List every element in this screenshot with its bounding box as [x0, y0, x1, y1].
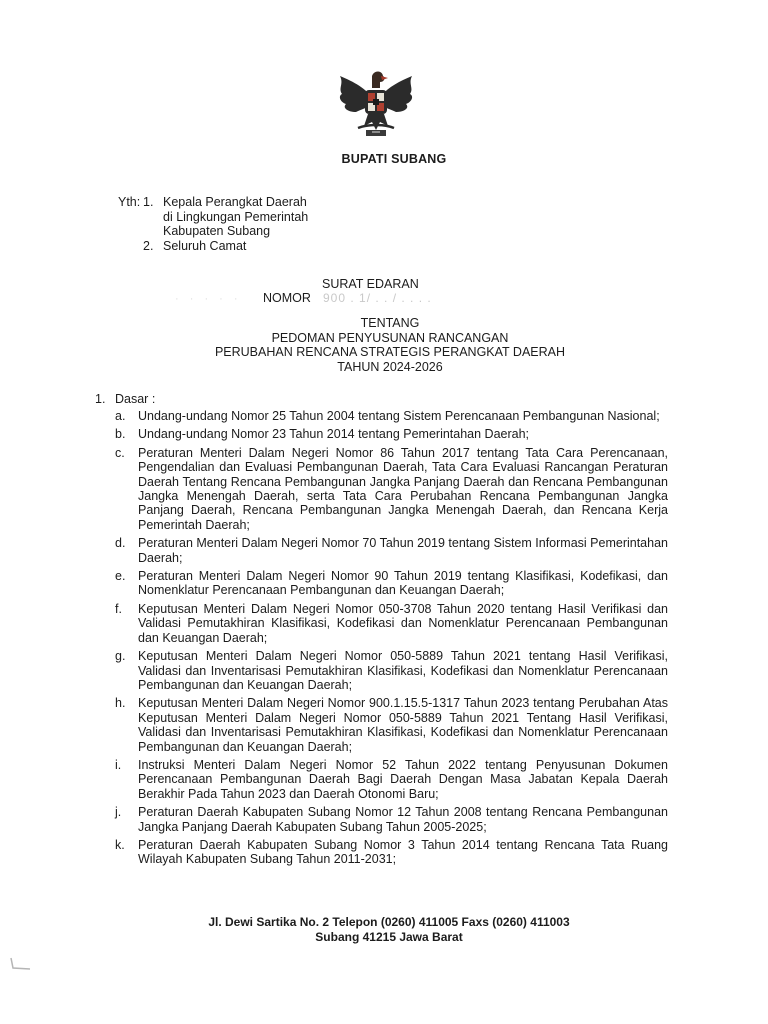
list-item-text: Peraturan Daerah Kabupaten Subang Nomor 3 Tahun 2014 tentang Rencana Tata Ruang Wilayah Kabupaten Subang Tahun 2011-2031; — [138, 837, 668, 867]
list-item-letter: i. — [115, 757, 122, 772]
footer-city: Subang 41215 Jawa Barat — [315, 930, 463, 944]
addressee-line: Kepala Perangkat Daerah — [163, 195, 307, 209]
list-item — [115, 649, 668, 692]
addressee-line: Kabupaten Subang — [163, 224, 271, 238]
section-number: 1. — [95, 392, 106, 406]
subject-line: TAHUN 2024-2026 — [337, 359, 443, 374]
list-item — [115, 838, 668, 867]
list-item-text: Undang-undang Nomor 23 Tahun 2014 tentang Pemerintahan Daerah; — [138, 427, 530, 442]
subject-tentang: TENTANG — [360, 316, 420, 330]
garuda-emblem-icon — [328, 66, 424, 148]
list-item-text: Undang-undang Nomor 25 Tahun 2004 tentang Sistem Perencanaan Pembangunan Nasional; — [138, 409, 660, 423]
letterhead-footer — [0, 915, 768, 945]
list-item-text: Instruksi Menteri Dalam Negeri Nomor 52 Tahun 2022 tentang Penyusunan Dokumen Perencanaan Pembangunan Daerah Bagi Daerah Dengan Masa Jabatan Kepala Daerah Berakhir Pada Tahun 2023 dan Daerah Otonomi Baru; — [138, 757, 668, 801]
list-item-letter: k. — [115, 837, 125, 852]
scan-smudge: · · · · · — [175, 293, 242, 305]
list-item-text: Keputusan Menteri Dalam Negeri Nomor 050-5889 Tahun 2021 tentang Hasil Verifikasi, Validasi dan Inventarisasi Pemutakhiran Klasifikasi, Kodefikasi dan Nomenklatur Perencanaan Pembangunan dan Keuangan Daerah; — [138, 649, 668, 692]
list-item-letter: j. — [115, 805, 122, 820]
circular-number-label: NOMOR — [263, 291, 311, 305]
subject-line: PEDOMAN PENYUSUNAN RANCANGAN — [271, 330, 509, 345]
addressee-item-number: 2. — [143, 238, 154, 253]
addressee-line: di Lingkungan Pemerintah — [163, 209, 309, 224]
subject-block — [140, 316, 640, 374]
list-item — [115, 446, 668, 532]
section-heading — [95, 392, 155, 406]
list-item-letter: d. — [115, 536, 126, 551]
list-item-text: Keputusan Menteri Dalam Negeri Nomor 900.1.15.5-1317 Tahun 2023 tentang Perubahan Atas Keputusan Menteri Dalam Negeri Nomor 050-5889 Tahun 2021 Tentang Hasil Verifikasi, Validasi dan Inventarisasi Pemutakhiran Klasifikasi, Kodefikasi dan Nomenklatur Perencanaan Pembangunan dan Keuangan Daerah; — [138, 696, 668, 754]
list-item — [115, 602, 668, 645]
list-item — [115, 758, 668, 801]
list-item-text: Peraturan Menteri Dalam Negeri Nomor 70 Tahun 2019 tentang Sistem Informasi Pemerintahan Daerah; — [138, 536, 668, 565]
subject-line: PERUBAHAN RENCANA STRATEGIS PERANGKAT DAERAH — [214, 345, 566, 359]
list-item-letter: h. — [115, 696, 126, 711]
addressee-item — [143, 195, 308, 239]
list-item — [115, 805, 668, 834]
addressee-item-number: 1. — [143, 195, 154, 209]
list-item-letter: e. — [115, 569, 126, 584]
list-item-text: Peraturan Menteri Dalam Negeri Nomor 90 Tahun 2019 tentang Klasifikasi, Kodefikasi, dan Nomenklatur Perencanaan Pembangunan dan Keuangan Daerah; — [138, 569, 668, 598]
addressee-label: Yth: — [118, 195, 141, 209]
issuer-title: BUPATI SUBANG — [341, 152, 447, 166]
list-item — [115, 409, 668, 423]
list-item-text: Peraturan Menteri Dalam Negeri Nomor 86 Tahun 2017 tentang Tata Cara Perencanaan, Pengendalian dan Evaluasi Pembangunan Daerah, Tata Cara Evaluasi Rancangan Peraturan Daerah Tentang Rencana Pembangunan Jangka Panjang Daerah dan Rencana Pembangunan Jangka Menengah Daerah, serta Tata Cara Perubahan Rencana Pembangunan Jangka Panjang Daerah, Rencana Pembangunan Jangka Menengah Daerah, dan Rencana Kerja Pemerintah Daerah; — [138, 445, 668, 532]
scan-mark-icon — [10, 956, 32, 970]
addressee-line: Seluruh Camat — [163, 238, 247, 253]
list-item — [115, 569, 668, 598]
circular-title: SURAT EDARAN — [322, 277, 419, 291]
section-label: Dasar : — [115, 392, 156, 406]
addressee-list — [143, 195, 308, 253]
list-item-letter: f. — [115, 601, 122, 616]
list-item-letter: b. — [115, 427, 126, 442]
legal-basis-list — [115, 409, 668, 871]
footer-address: Jl. Dewi Sartika No. 2 Telepon (0260) 411005 Faxs (0260) 411003 — [208, 915, 570, 929]
addressee-item — [143, 239, 308, 254]
list-item-text: Keputusan Menteri Dalam Negeri Nomor 050-3708 Tahun 2020 tentang Hasil Verifikasi dan Validasi Pemutakhiran Klasifikasi, Kodefikasi dan Nomenklatur Perencanaan Pembangunan dan Keuangan Daerah; — [138, 601, 668, 645]
list-item — [115, 427, 668, 441]
list-item — [115, 696, 668, 754]
list-item-text: Peraturan Daerah Kabupaten Subang Nomor 12 Tahun 2008 tentang Rencana Pembangunan Jangka Panjang Daerah Kabupaten Subang Tahun 2005-2025; — [138, 805, 668, 834]
list-item-letter: a. — [115, 409, 126, 423]
list-item — [115, 536, 668, 565]
list-item-letter: g. — [115, 649, 126, 664]
list-item-letter: c. — [115, 445, 125, 460]
circular-number-value: 900 . 1/ . . / . . . . — [323, 291, 432, 305]
